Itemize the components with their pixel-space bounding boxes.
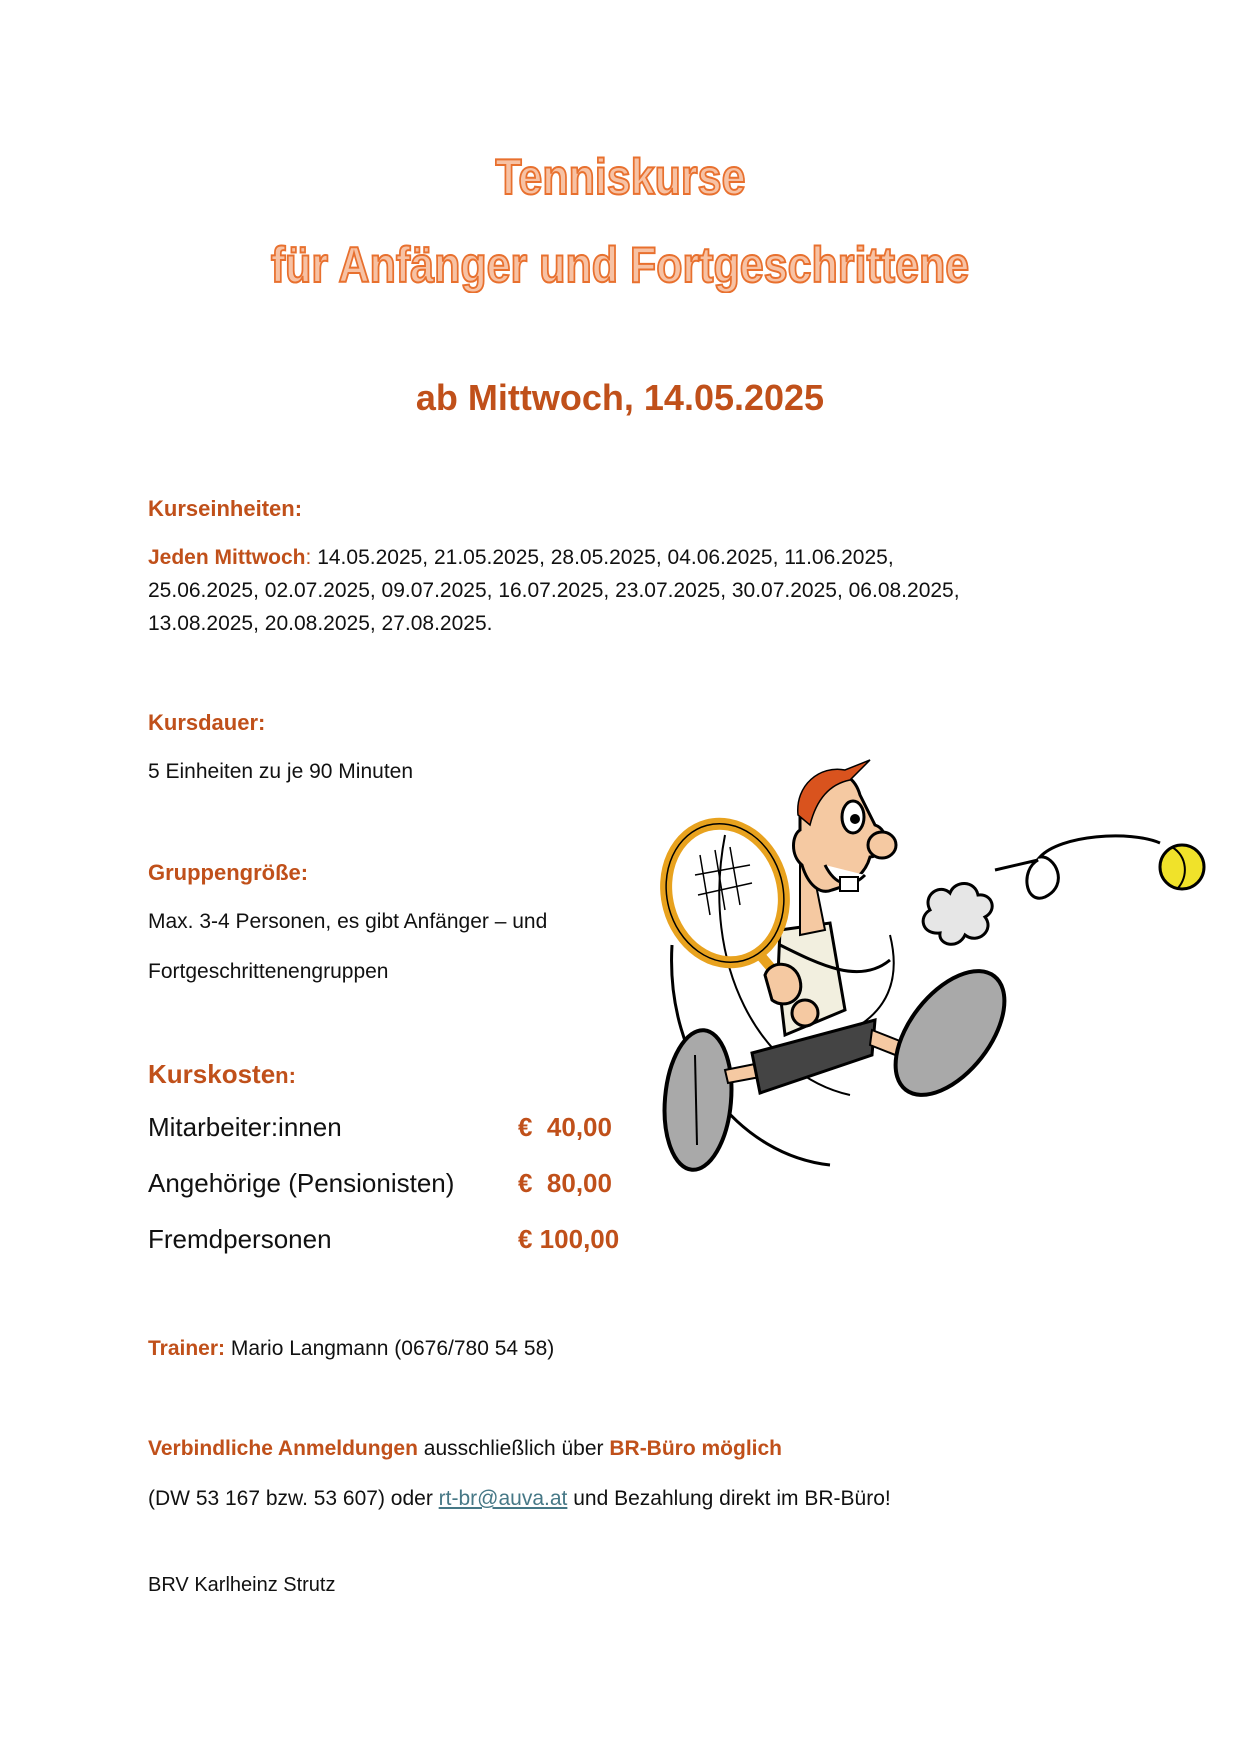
cost-label: Mitarbeiter:innen (148, 1112, 342, 1142)
tennis-player-cartoon-icon (660, 745, 1240, 1215)
signature: BRV Karlheinz Strutz (148, 1574, 336, 1596)
jeden-mittwoch-colon: : (305, 546, 312, 569)
kursdauer-text: 5 Einheiten zu je 90 Minuten (148, 760, 414, 783)
trainer-label: Trainer: (148, 1337, 226, 1360)
dates-text-1: 14.05.2025, 21.05.2025, 28.05.2025, 04.06.2025, 11.06.2025, (311, 546, 894, 569)
cost-label: Fremdpersonen (148, 1224, 332, 1254)
teeth (840, 877, 858, 891)
nose (868, 832, 896, 858)
start-date-subtitle: ab Mittwoch, 14.05.2025 (415, 377, 825, 418)
cost-price: € 40,00 (518, 1112, 612, 1142)
dust-cloud (923, 883, 992, 944)
cost-label: Angehörige (Pensionisten) (148, 1168, 455, 1198)
pupil (850, 814, 860, 824)
gruppengroesse-line-1: Max. 3-4 Personen, es gibt Anfänger – und (148, 910, 548, 933)
anmeldung-text: ausschließlich über (417, 1437, 610, 1460)
anmeldung-line-1 (148, 1437, 782, 1461)
hand (765, 964, 801, 1004)
front-shoe (874, 952, 1026, 1115)
dates-line-2: 25.06.2025, 02.07.2025, 09.07.2025, 16.07.2025, 23.07.2025, 30.07.2025, 06.08.2025, (148, 579, 960, 602)
kurskosten-heading-main: Kurskoste (148, 1059, 276, 1089)
title-line-1: Tenniskurse (494, 149, 746, 205)
kursdauer-heading: Kursdauer: (148, 710, 266, 735)
jeden-mittwoch-label: Jeden Mittwoch (148, 546, 306, 569)
br-buero-emphasis: BR-Büro möglich (609, 1437, 783, 1460)
cost-price: € 80,00 (518, 1168, 612, 1198)
kurseinheiten-heading: Kurseinheiten: (148, 496, 303, 521)
gruppengroesse-heading: Gruppengröße: (148, 860, 309, 885)
dates-line-3: 13.08.2025, 20.08.2025, 27.08.2025. (148, 612, 493, 635)
kurskosten-heading-tail: n: (275, 1063, 296, 1088)
racket-strings (695, 847, 752, 915)
phone-extensions: (DW 53 167 bzw. 53 607) oder (148, 1487, 439, 1510)
kurskosten-heading (148, 1059, 296, 1090)
ball-trajectory (995, 836, 1160, 898)
hand (792, 1000, 818, 1026)
anmeldung-emphasis: Verbindliche Anmeldungen (148, 1437, 418, 1460)
trainer-info: Mario Langmann (0676/780 54 58) (225, 1337, 555, 1360)
gruppengroesse-line-2: Fortgeschrittenengruppen (148, 960, 389, 983)
dates-line-1 (148, 541, 960, 574)
rear-shoe (660, 1027, 737, 1172)
cost-price: € 100,00 (518, 1224, 620, 1254)
anmeldung-line-2 (148, 1487, 891, 1511)
kurseinheiten-dates (148, 541, 960, 640)
title-line-2: für Anfänger und Fortgeschrittene (270, 237, 970, 293)
email-link[interactable]: rt-br@auva.at (438, 1487, 568, 1510)
motion-line (860, 935, 894, 1025)
trainer-line (148, 1337, 554, 1361)
payment-note: und Bezahlung direkt im BR-Büro! (567, 1487, 891, 1510)
